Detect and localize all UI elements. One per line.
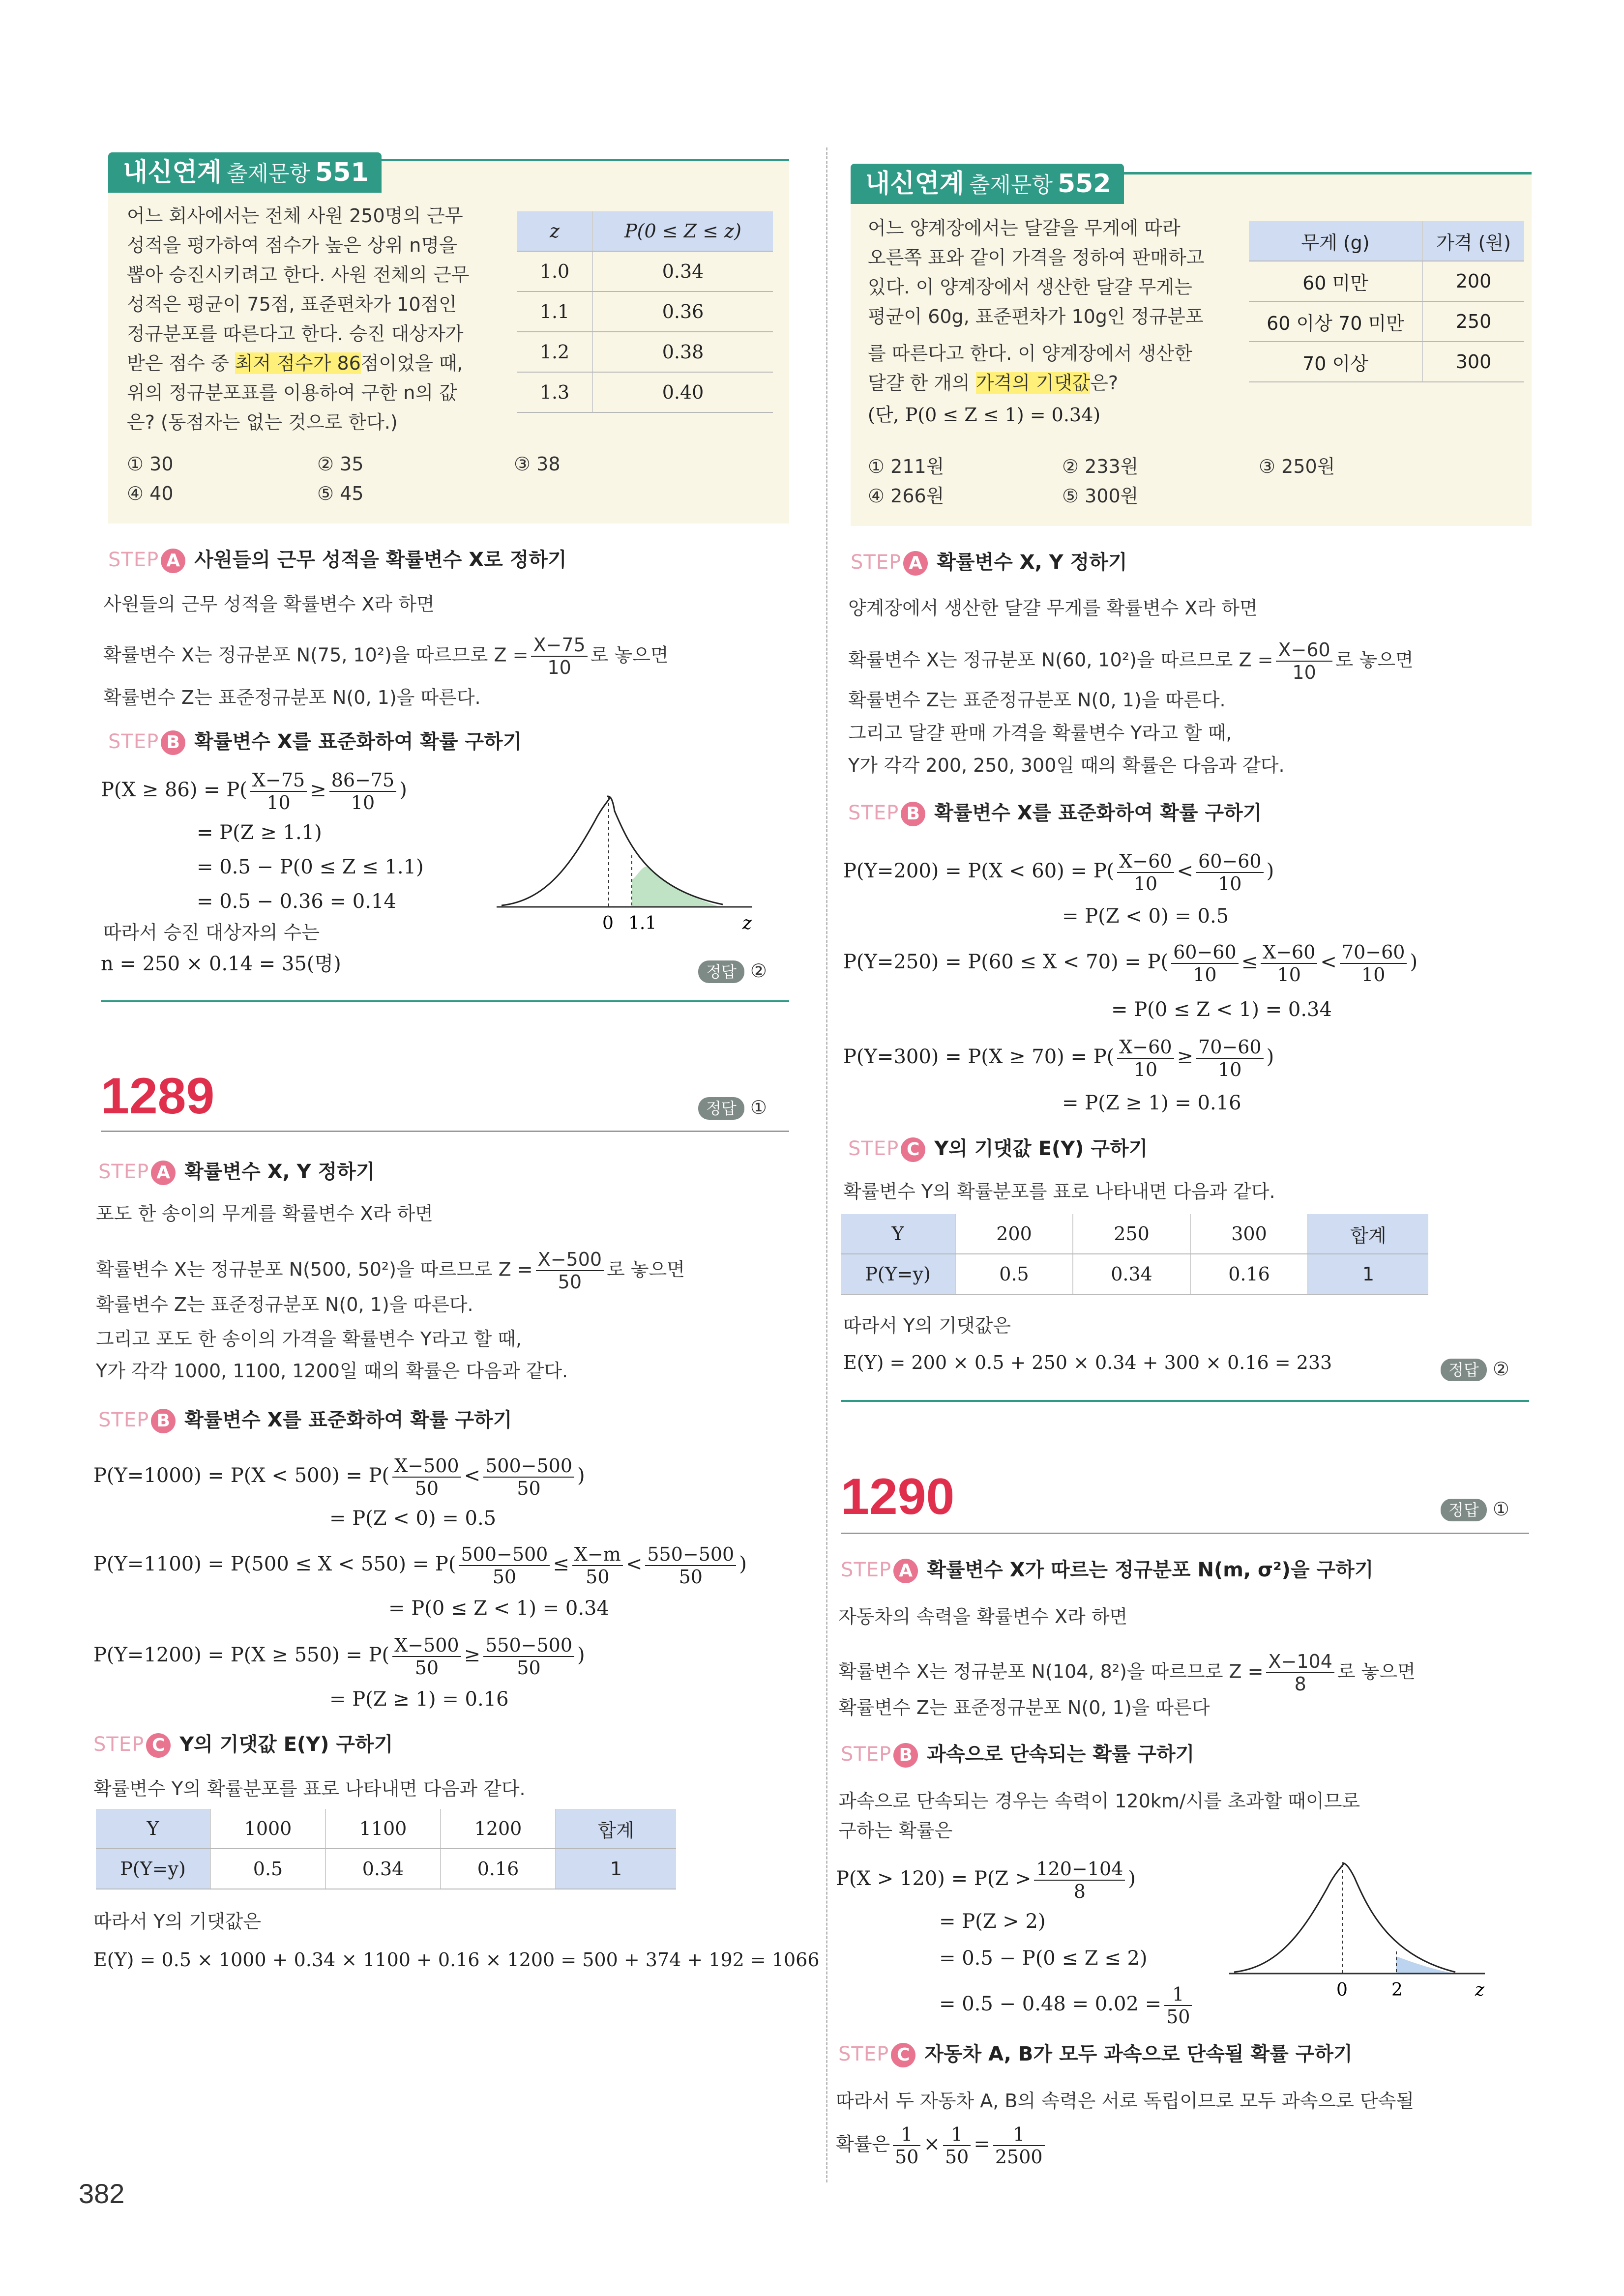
curve-label-cut: 1.1 <box>628 913 657 933</box>
text: ) <box>1410 951 1418 973</box>
text: ) <box>399 779 407 801</box>
sol552-a4: 그리고 달걀 판매 가격을 확률변수 Y라고 할 때, <box>848 722 1232 744</box>
sol551-a1: 사원들의 근무 성적을 확률변수 X라 하면 <box>103 593 435 615</box>
sol552-step-b: STEP B 확률변수 X를 표준화하여 확률 구하기 <box>848 799 1262 827</box>
sol552-b4: = P(0 ≤ Z < 1) = 0.34 <box>1111 998 1332 1021</box>
denominator: 50 <box>1166 2006 1190 2028</box>
price-table-header-weight: 무게 (g) <box>1249 221 1422 261</box>
denominator: 10 <box>266 792 291 814</box>
divider <box>101 1131 789 1132</box>
step-title: 확률변수 X, Y 정하기 <box>184 1161 375 1183</box>
sol551-a3: 확률변수 Z는 표준정규분포 N(0, 1)을 따른다. <box>103 687 481 708</box>
problem-551-badge <box>108 152 382 193</box>
step-title: 과속으로 단속되는 확률 구하기 <box>927 1743 1195 1766</box>
divider <box>841 1400 1529 1402</box>
fraction <box>1164 1983 1192 2028</box>
q552-line6-post: 은? <box>1090 372 1118 394</box>
fraction <box>459 1543 550 1588</box>
q1289-c2: 따라서 Y의 기댓값은 <box>93 1911 262 1932</box>
answer-value: ② <box>750 960 767 982</box>
curve-label-z: z <box>742 913 752 933</box>
sol552-a5: Y가 각각 200, 250, 300일 때의 확률은 다음과 같다. <box>848 755 1285 776</box>
fraction <box>993 2123 1045 2168</box>
numerator: 500−500 <box>459 1543 550 1566</box>
q551-line2: 성적을 평가하여 점수가 높은 상위 n명을 <box>127 234 457 256</box>
badge-sub: 출제문항 <box>226 161 310 186</box>
numerator: 60−60 <box>1171 941 1239 964</box>
fraction <box>1266 1651 1334 1695</box>
q551-line1: 어느 회사에서는 전체 사원 250명의 근무 <box>127 205 463 227</box>
fraction <box>483 1634 574 1679</box>
text: ) <box>1266 1046 1274 1068</box>
badge-main: 내신연계 <box>123 158 222 187</box>
text: ) <box>739 1553 747 1575</box>
choice-2[interactable]: ② 35 <box>317 453 364 475</box>
text: 로 놓으면 <box>1337 1660 1416 1683</box>
answer-value: ① <box>1492 1498 1509 1520</box>
choice-4[interactable]: ④ 266원 <box>868 485 945 507</box>
weight-cell: 70 이상 <box>1249 342 1422 382</box>
q1289-a5: Y가 각각 1000, 1100, 1200일 때의 확률은 다음과 같다. <box>96 1360 568 1382</box>
q1290-b6 <box>939 1983 1195 2028</box>
sol552-b6: = P(Z ≥ 1) = 0.16 <box>1062 1092 1241 1114</box>
denominator: 50 <box>414 1478 439 1499</box>
q1289-step-b: STEP B 확률변수 X를 표준화하여 확률 구하기 <box>98 1406 512 1434</box>
fraction <box>392 1455 461 1499</box>
q1289-b6: = P(Z ≥ 1) = 0.16 <box>329 1688 509 1711</box>
price-cell: 250 <box>1422 301 1524 342</box>
denominator: 10 <box>1133 873 1158 895</box>
denominator: 50 <box>414 1657 439 1679</box>
q1289-answer <box>698 1095 767 1120</box>
numerator: 500−500 <box>483 1455 574 1478</box>
z-table-header-p: P(0 ≤ Z ≤ z) <box>592 211 773 251</box>
price-cell: 200 <box>1422 261 1524 301</box>
text: P(Y=1100) = P(500 ≤ X < 550) = P( <box>93 1553 456 1575</box>
q1289-a4: 그리고 포도 한 송이의 가격을 확률변수 Y라고 할 때, <box>96 1328 522 1350</box>
q552-line3: 있다. 이 양계장에서 생산한 달걀 무게는 <box>868 276 1192 298</box>
q1290-c1: 따라서 두 자동차 A, B의 속력은 서로 독립이므로 모두 과속으로 단속될 <box>836 2090 1415 2112</box>
text: ) <box>1128 1867 1136 1890</box>
sol551-b6: n = 250 × 0.14 = 35(명) <box>101 953 341 975</box>
sol552-b1 <box>843 850 1274 895</box>
denominator: 10 <box>1361 964 1386 986</box>
fraction <box>329 769 397 814</box>
denominator: 10 <box>1218 873 1242 895</box>
answer-pill: 정답 <box>1441 1359 1487 1381</box>
q1289-b4: = P(0 ≤ Z < 1) = 0.34 <box>388 1597 609 1620</box>
problem-number-1289: 1289 <box>101 1068 215 1125</box>
answer-pill: 정답 <box>698 960 744 983</box>
column-separator <box>826 147 827 2182</box>
p-cell: 0.40 <box>592 372 773 412</box>
table-sum-value: 1 <box>556 1849 676 1889</box>
table-header: P(Y=y) <box>96 1849 210 1889</box>
numerator: 1 <box>1164 1983 1192 2006</box>
numerator: X−60 <box>1117 850 1174 873</box>
q552-line7: (단, P(0 ≤ Z ≤ 1) = 0.34) <box>868 404 1101 426</box>
curve-label-z: z <box>1475 1980 1484 2000</box>
text: 확률변수 X는 정규분포 N(500, 50²)을 따르므로 Z = <box>96 1258 533 1280</box>
numerator: X−500 <box>392 1455 461 1478</box>
numerator: X−60 <box>1117 1036 1174 1059</box>
table-cell: 1200 <box>441 1809 556 1849</box>
q1290-step-c: STEP C 자동차 A, B가 모두 과속으로 단속될 확률 구하기 <box>838 2040 1353 2068</box>
q1290-a2 <box>838 1651 1416 1695</box>
step-title: 확률변수 X가 따르는 정규분포 N(m, σ²)을 구하기 <box>927 1559 1374 1581</box>
q552-line1: 어느 양계장에서는 달걀을 무게에 따라 <box>868 217 1181 239</box>
numerator: X−104 <box>1266 1651 1334 1673</box>
table-cell: 0.5 <box>955 1254 1073 1294</box>
badge-main: 내신연계 <box>865 169 964 199</box>
step-title: 사원들의 근무 성적을 확률변수 X로 정하기 <box>194 549 567 571</box>
fraction <box>1196 850 1264 895</box>
denominator: 10 <box>547 657 571 678</box>
choice-1[interactable]: ① 30 <box>127 453 174 475</box>
sol552-c2: 따라서 Y의 기댓값은 <box>843 1315 1011 1337</box>
z-cell: 1.2 <box>517 332 592 372</box>
numerator: X−60 <box>1276 639 1332 662</box>
badge-number: 552 <box>1057 169 1111 199</box>
sol551-answer <box>698 959 767 983</box>
sol551-b2: = P(Z ≥ 1.1) <box>197 821 322 844</box>
answer-pill: 정답 <box>698 1097 744 1120</box>
choice-4[interactable]: ④ 40 <box>127 483 174 504</box>
denominator: 50 <box>492 1566 517 1588</box>
badge-sub: 출제문항 <box>969 173 1053 198</box>
q1289-b2: = P(Z < 0) = 0.5 <box>329 1507 497 1530</box>
numerator: 1 <box>893 2123 920 2146</box>
sol552-c1: 확률변수 Y의 확률분포를 표로 나타내면 다음과 같다. <box>843 1181 1275 1202</box>
table-cell: 300 <box>1190 1214 1308 1254</box>
q1290-b3 <box>836 1858 1136 1902</box>
table-cell: 0.16 <box>1190 1254 1308 1294</box>
q1289-b1 <box>93 1455 585 1499</box>
z-table-header-z: z <box>517 211 592 251</box>
fraction <box>1340 941 1407 986</box>
fraction <box>1117 1036 1174 1080</box>
denominator: 2500 <box>995 2146 1043 2168</box>
denominator: 10 <box>1292 662 1316 683</box>
table-sum-header: 합계 <box>1308 1214 1428 1254</box>
q551-line8: 은? (동점자는 없는 것으로 한다.) <box>127 411 398 433</box>
q1290-a3: 확률변수 Z는 표준정규분포 N(0, 1)을 따른다 <box>838 1697 1210 1718</box>
table-header: P(Y=y) <box>841 1254 955 1294</box>
problem-552-badge <box>851 164 1124 204</box>
p-cell: 0.36 <box>592 291 773 332</box>
denominator: 50 <box>945 2146 969 2168</box>
numerator: 60−60 <box>1196 850 1264 873</box>
text: 확률은 <box>836 2133 890 2155</box>
text: = 0.5 − 0.48 = 0.02 = <box>939 1993 1162 2015</box>
p-cell: 0.38 <box>592 332 773 372</box>
sol552-distribution-table <box>841 1214 1428 1295</box>
p-cell: 0.34 <box>592 251 773 291</box>
sol552-a1: 양계장에서 생산한 달걀 무게를 확률변수 X라 하면 <box>848 597 1258 619</box>
price-cell: 300 <box>1422 342 1524 382</box>
text: P(Y=1200) = P(X ≥ 550) = P( <box>93 1644 390 1666</box>
weight-cell: 60 미만 <box>1249 261 1422 301</box>
choice-1[interactable]: ① 211원 <box>868 456 945 477</box>
text: < <box>464 1464 481 1487</box>
curve-label-cut: 2 <box>1391 1980 1403 2000</box>
text: 로 놓으면 <box>590 644 669 666</box>
answer-value: ① <box>750 1097 767 1118</box>
fraction <box>572 1543 623 1588</box>
badge-number: 551 <box>315 158 369 187</box>
fraction <box>1261 941 1317 986</box>
q1290-a1: 자동차의 속력을 확률변수 X라 하면 <box>838 1606 1128 1628</box>
q551-line6-pre: 받은 점수 중 <box>127 352 235 374</box>
table-cell: 0.16 <box>441 1849 556 1889</box>
text: 확률변수 X는 정규분포 N(104, 8²)을 따르므로 Z = <box>838 1660 1264 1683</box>
denominator: 8 <box>1294 1673 1306 1695</box>
table-cell: 0.34 <box>1073 1254 1190 1294</box>
fraction <box>536 1249 604 1293</box>
text: ≤ <box>1241 951 1258 973</box>
q1290-c2 <box>836 2123 1048 2168</box>
text: P(X > 120) = P(Z > <box>836 1867 1032 1890</box>
sol552-c3: E(Y) = 200 × 0.5 + 250 × 0.34 + 300 × 0.16 = 233 <box>843 1352 1332 1373</box>
denominator: 50 <box>558 1271 582 1293</box>
answer-value: ② <box>1492 1358 1509 1380</box>
q1289-a1: 포도 한 송이의 무게를 확률변수 X라 하면 <box>96 1203 433 1224</box>
sol551-b3: = 0.5 − P(0 ≤ Z ≤ 1.1) <box>197 856 424 878</box>
text: P(Y=1000) = P(X < 500) = P( <box>93 1464 390 1487</box>
text: 확률변수 X는 정규분포 N(75, 10²)을 따르므로 Z = <box>103 644 529 666</box>
numerator: 120−104 <box>1034 1858 1125 1881</box>
text: 로 놓으면 <box>1335 649 1414 671</box>
text: ≥ <box>1177 1046 1194 1068</box>
text: ) <box>1266 860 1274 882</box>
numerator: X−75 <box>531 634 587 657</box>
q551-line6-post: 점이었을 때, <box>360 352 463 374</box>
q1290-b5: = 0.5 − P(0 ≤ Z ≤ 2) <box>939 1947 1148 1970</box>
z-cell: 1.3 <box>517 372 592 412</box>
z-cell: 1.1 <box>517 291 592 332</box>
text: 확률변수 X는 정규분포 N(60, 10²)을 따르므로 Z = <box>848 649 1273 671</box>
q1289-a2 <box>96 1249 685 1293</box>
table-cell: 200 <box>955 1214 1073 1254</box>
curve-line <box>1234 1863 1455 1972</box>
fraction <box>1276 639 1332 683</box>
sol552-step-c: STEP C Y의 기댓값 E(Y) 구하기 <box>848 1134 1148 1163</box>
curve-label-0: 0 <box>602 913 614 933</box>
sol552-a2 <box>848 639 1414 683</box>
sol552-b3 <box>843 941 1417 986</box>
numerator: X−60 <box>1261 941 1317 964</box>
denominator: 50 <box>895 2146 919 2168</box>
step-title: Y의 기댓값 E(Y) 구하기 <box>179 1733 393 1756</box>
q552-line4: 평균이 60g, 표준편차가 10g인 정규분포 <box>868 306 1204 327</box>
numerator: 86−75 <box>329 769 397 792</box>
step-title: 자동차 A, B가 모두 과속으로 단속될 확률 구하기 <box>924 2043 1353 2065</box>
weight-cell: 60 이상 70 미만 <box>1249 301 1422 342</box>
q552-line6-pre: 달걀 한 개의 <box>868 372 976 394</box>
price-table <box>1249 221 1524 382</box>
numerator: X−500 <box>392 1634 461 1657</box>
numerator: 550−500 <box>483 1634 574 1657</box>
q552-highlight: 가격의 기댓값 <box>975 372 1091 394</box>
q1289-a3: 확률변수 Z는 표준정규분포 N(0, 1)을 따른다. <box>96 1294 473 1315</box>
q1290-step-a: STEP A 확률변수 X가 따르는 정규분포 N(m, σ²)을 구하기 <box>841 1556 1373 1584</box>
step-title: Y의 기댓값 E(Y) 구하기 <box>934 1137 1148 1160</box>
denominator: 8 <box>1073 1881 1086 1902</box>
table-header: Y <box>841 1214 955 1254</box>
divider <box>841 1533 1529 1534</box>
numerator: X−m <box>572 1543 623 1566</box>
q1290-b2: 구하는 확률은 <box>838 1820 953 1841</box>
numerator: 1 <box>993 2123 1045 2146</box>
sol552-step-a: STEP A 확률변수 X, Y 정하기 <box>851 548 1127 577</box>
denominator: 50 <box>679 1566 703 1588</box>
step-title: 확률변수 X를 표준화하여 확률 구하기 <box>184 1409 512 1431</box>
q1290-b1: 과속으로 단속되는 경우는 속력이 120km/시를 초과할 때이므로 <box>838 1790 1360 1812</box>
normal-curve-551 <box>487 791 762 939</box>
text: < <box>1177 860 1194 882</box>
sol551-a2 <box>103 634 669 678</box>
fraction <box>1171 941 1239 986</box>
numerator: X−75 <box>250 769 307 792</box>
numerator: 70−60 <box>1340 941 1407 964</box>
sol552-answer <box>1441 1357 1509 1381</box>
text: P(Y=300) = P(X ≥ 70) = P( <box>843 1046 1115 1068</box>
answer-pill: 정답 <box>1441 1499 1487 1521</box>
table-cell: 0.34 <box>325 1849 441 1889</box>
denominator: 10 <box>1218 1059 1242 1080</box>
sol551-b1 <box>101 769 407 814</box>
text: = <box>974 2133 990 2155</box>
table-cell: 1100 <box>325 1809 441 1849</box>
text: P(Y=200) = P(X < 60) = P( <box>843 860 1115 882</box>
q1290-answer <box>1441 1497 1509 1521</box>
text: < <box>625 1553 643 1575</box>
text: ≥ <box>310 779 326 801</box>
numerator: 550−500 <box>645 1543 736 1566</box>
fraction <box>531 634 587 678</box>
numerator: 1 <box>943 2123 971 2146</box>
sol552-a3: 확률변수 Z는 표준정규분포 N(0, 1)을 따른다. <box>848 689 1226 711</box>
q1289-step-c: STEP C Y의 기댓값 E(Y) 구하기 <box>93 1730 393 1759</box>
fraction <box>1034 1858 1125 1902</box>
problem-number-1290: 1290 <box>841 1468 955 1525</box>
step-title: 확률변수 X를 표준화하여 확률 구하기 <box>194 730 522 753</box>
text: ≤ <box>553 1553 569 1575</box>
fraction <box>645 1543 736 1588</box>
divider <box>101 1000 789 1002</box>
denominator: 50 <box>586 1566 610 1588</box>
choice-5[interactable]: ⑤ 45 <box>317 483 364 504</box>
denominator: 10 <box>1277 964 1301 986</box>
q551-highlight: 최저 점수가 86 <box>235 352 361 374</box>
text: ) <box>577 1644 585 1666</box>
sol552-b2: = P(Z < 0) = 0.5 <box>1062 905 1229 928</box>
fraction <box>250 769 307 814</box>
q1290-b4: = P(Z > 2) <box>939 1910 1046 1933</box>
table-sum-value: 1 <box>1308 1254 1428 1294</box>
q551-line4: 성적은 평균이 75점, 표준편차가 10점인 <box>127 293 457 315</box>
choice-3[interactable]: ③ 38 <box>514 453 561 475</box>
z-cell: 1.0 <box>517 251 592 291</box>
q551-line6 <box>127 349 463 378</box>
q1289-b5 <box>93 1634 585 1679</box>
fraction <box>1117 850 1174 895</box>
q1289-b3 <box>93 1543 747 1588</box>
sol551-step-b: STEP B 확률변수 X를 표준화하여 확률 구하기 <box>108 727 522 756</box>
q552-line6 <box>868 369 1118 397</box>
fraction <box>943 2123 971 2168</box>
numerator: X−500 <box>536 1249 604 1271</box>
q1289-step-a: STEP A 확률변수 X, Y 정하기 <box>98 1158 375 1186</box>
choice-5[interactable]: ⑤ 300원 <box>1062 485 1139 507</box>
sol551-b4: = 0.5 − 0.36 = 0.14 <box>197 890 396 913</box>
text: 로 놓으면 <box>607 1258 685 1280</box>
choice-3[interactable]: ③ 250원 <box>1259 456 1335 477</box>
q1289-c3: E(Y) = 0.5 × 1000 + 0.34 × 1100 + 0.16 × 1200 = 500 + 374 + 192 = 1066 <box>93 1949 820 1971</box>
denominator: 10 <box>1193 964 1217 986</box>
fraction <box>893 2123 920 2168</box>
numerator: 70−60 <box>1196 1036 1264 1059</box>
denominator: 10 <box>1133 1059 1158 1080</box>
sol551-step-a: STEP A 사원들의 근무 성적을 확률변수 X로 정하기 <box>108 546 567 574</box>
table-header: Y <box>96 1809 210 1849</box>
page-number: 382 <box>79 2178 125 2209</box>
table-cell: 250 <box>1073 1214 1190 1254</box>
denominator: 50 <box>517 1657 541 1679</box>
z-table <box>517 211 773 413</box>
text: < <box>1320 951 1337 973</box>
curve-label-0: 0 <box>1336 1980 1348 2000</box>
q1289-distribution-table <box>96 1809 676 1889</box>
denominator: 10 <box>351 792 375 814</box>
step-title: 확률변수 X를 표준화하여 확률 구하기 <box>934 802 1262 824</box>
text: ) <box>577 1464 585 1487</box>
normal-curve-1290 <box>1219 1858 1495 2005</box>
text: ≥ <box>464 1644 481 1666</box>
sol552-b5 <box>843 1036 1274 1080</box>
choice-2[interactable]: ② 233원 <box>1062 456 1139 477</box>
table-cell: 0.5 <box>210 1849 325 1889</box>
fraction <box>392 1634 461 1679</box>
q1290-step-b: STEP B 과속으로 단속되는 확률 구하기 <box>841 1740 1194 1769</box>
sol551-b5: 따라서 승진 대상자의 수는 <box>103 922 320 943</box>
denominator: 50 <box>517 1478 541 1499</box>
q552-line2: 오른쪽 표와 같이 가격을 정하여 판매하고 <box>868 247 1205 268</box>
table-cell: 1000 <box>210 1809 325 1849</box>
fraction <box>483 1455 574 1499</box>
fraction <box>1196 1036 1264 1080</box>
q551-line5: 정규분포를 따른다고 한다. 승진 대상자가 <box>127 323 464 345</box>
q551-line3: 뽑아 승진시키려고 한다. 사원 전체의 근무 <box>127 264 470 286</box>
text: × <box>923 2133 940 2155</box>
curve-line <box>502 796 723 905</box>
step-title: 확률변수 X, Y 정하기 <box>937 551 1127 574</box>
text: P(X ≥ 86) = P( <box>101 779 247 801</box>
shaded-area <box>1396 1956 1455 1974</box>
q552-line5: 를 따른다고 한다. 이 양계장에서 생산한 <box>868 343 1192 364</box>
q1289-c1: 확률변수 Y의 확률분포를 표로 나타내면 다음과 같다. <box>93 1778 526 1800</box>
text: P(Y=250) = P(60 ≤ X < 70) = P( <box>843 951 1169 973</box>
price-table-header-price: 가격 (원) <box>1422 221 1524 261</box>
q551-line7: 위의 정규분포표를 이용하여 구한 n의 값 <box>127 382 457 404</box>
table-sum-header: 합계 <box>556 1809 676 1849</box>
